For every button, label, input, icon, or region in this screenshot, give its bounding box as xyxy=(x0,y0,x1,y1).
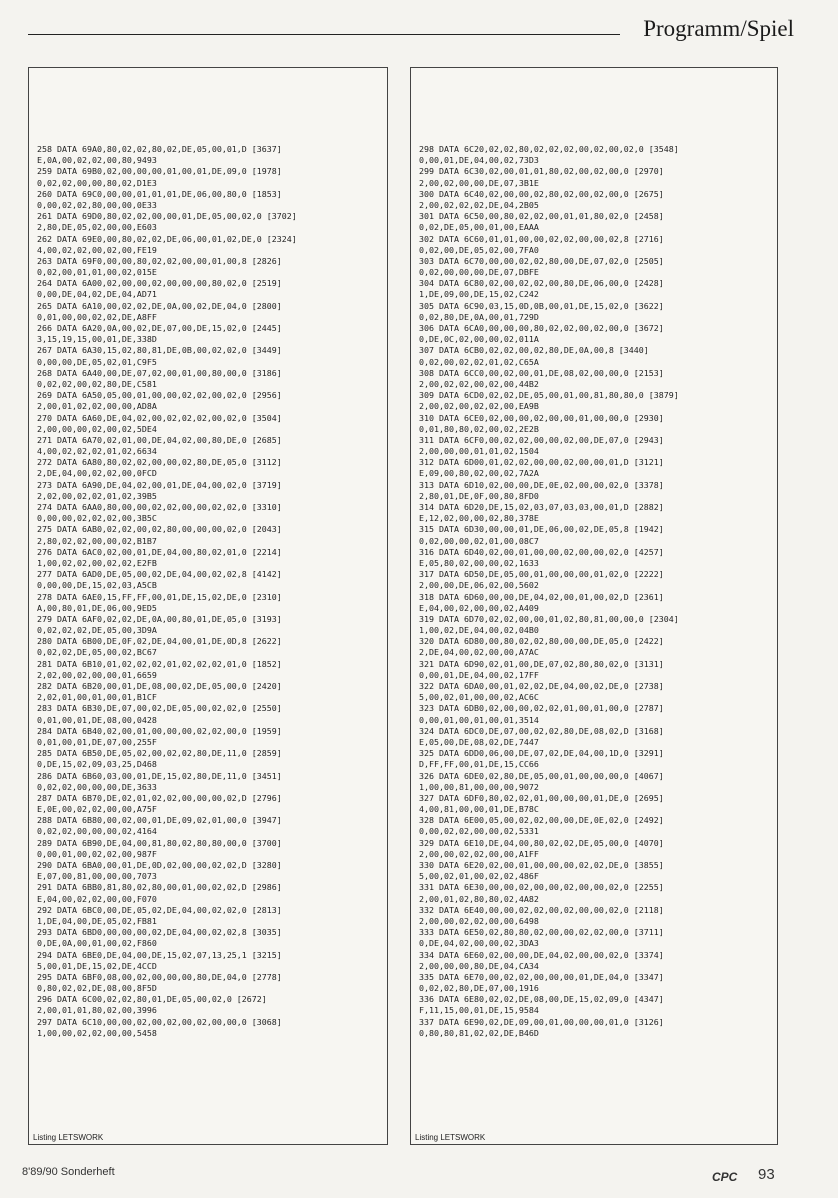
listing-line: 262 DATA 69E0,00,80,02,02,DE,06,00,01,02,DE,0 [2324] xyxy=(37,233,297,244)
listing-line: 0,00,02,02,80,00,00,0E33 xyxy=(37,199,157,210)
listing-line: 337 DATA 6E90,02,DE,09,00,01,00,00,00,01,0 [3126] xyxy=(419,1016,664,1027)
listing-line: 306 DATA 6CA0,00,00,00,80,02,02,00,02,00,0 [3672] xyxy=(419,323,664,333)
listing-line: 331 DATA 6E30,00,00,02,00,00,02,00,00,02,0 [2255] xyxy=(419,882,664,893)
listing-line: D,FF,FF,00,01,DE,15,CC66 xyxy=(419,759,539,770)
listing-line: 335 DATA 6E70,00,02,02,00,00,00,01,DE,04,0 [3347] xyxy=(419,971,664,982)
listing-line: 260 DATA 69C0,00,00,01,01,01,DE,06,00,80,0 [1853] xyxy=(37,188,282,199)
listing-line: 315 DATA 6D30,00,00,01,DE,06,00,02,DE,05,8 [1942] xyxy=(419,524,664,535)
listing-line: 320 DATA 6D80,00,80,02,02,80,00,00,DE,05,0 [2422] xyxy=(419,636,664,647)
listing-line: 263 DATA 69F0,00,00,80,02,02,00,00,01,00,8 [2826] xyxy=(37,255,282,266)
listing-line: 0,00,01,00,01,00,01,3514 xyxy=(419,714,539,725)
listing-line: 0,02,00,00,00,DE,07,DBFE xyxy=(419,267,539,278)
listing-line: 2,02,00,02,02,01,02,39B5 xyxy=(37,490,157,501)
listing-line: 2,DE,04,00,02,02,00,0FCD xyxy=(37,468,157,479)
listing-line: E,12,02,00,00,02,80,378E xyxy=(419,513,539,524)
listing-line: 0,02,00,00,02,01,00,08C7 xyxy=(419,535,539,546)
listing-line: E,0A,00,02,02,00,80,9493 xyxy=(37,155,157,166)
listing-line: A,00,80,01,DE,06,00,9ED5 xyxy=(37,602,157,613)
listing-line: 279 DATA 6AF0,02,02,DE,0A,00,80,01,DE,05,0 [3193] xyxy=(37,613,282,624)
listing-line: 333 DATA 6E50,02,80,80,02,00,00,02,02,00,0 [3711] xyxy=(419,927,664,938)
listing-line: E,05,80,02,00,00,02,1633 xyxy=(419,557,539,568)
listing-line: 2,DE,04,00,02,00,00,A7AC xyxy=(419,647,539,658)
listing-line: 0,00,01,DE,04,00,02,73D3 xyxy=(419,155,539,166)
listing-line: 272 DATA 6A80,80,02,02,00,00,02,80,DE,05,0 [3112] xyxy=(37,457,282,468)
listing-line: 2,00,01,01,80,02,00,3996 xyxy=(37,1005,157,1016)
listing-line: 305 DATA 6C90,03,15,0D,0B,00,01,DE,15,02,0 [3622] xyxy=(419,300,664,311)
listing-line: 0,02,02,00,02,80,DE,C581 xyxy=(37,378,157,389)
listing-line: 0,00,01,00,02,02,00,987F xyxy=(37,848,157,859)
listing-line: 271 DATA 6A70,02,01,00,DE,04,02,00,80,DE,0 [2685] xyxy=(37,434,282,445)
section-title: Programm/Spiel xyxy=(643,16,794,41)
listing-line: 283 DATA 6B30,DE,07,00,02,DE,05,00,02,02,0 [2550] xyxy=(37,703,282,714)
listing-line: 310 DATA 6CE0,02,00,00,02,00,00,01,00,00,0 [2930] xyxy=(419,412,664,423)
listing-line: 269 DATA 6A50,05,00,01,00,00,02,02,00,02,0 [2956] xyxy=(37,390,282,401)
listing-line: 326 DATA 6DE0,02,80,DE,05,00,01,00,00,00,0 [4067] xyxy=(419,770,664,781)
listing-line: 0,DE,15,02,09,03,25,D468 xyxy=(37,759,157,770)
listing-line: 0,80,80,81,02,02,DE,B46D xyxy=(419,1027,539,1038)
listing-line: 0,01,00,01,DE,07,00,255F xyxy=(37,736,157,747)
listing-line: 319 DATA 6D70,02,02,00,00,01,02,80,81,00,00,0 [2304] xyxy=(419,613,679,624)
listing-line: 316 DATA 6D40,02,00,01,00,00,02,00,00,02,0 [4257] xyxy=(419,546,664,557)
listing-line: 0,02,00,DE,05,02,00,7FA0 xyxy=(419,244,539,255)
listing-line: 265 DATA 6A10,00,02,02,DE,0A,00,02,DE,04,0 [2800] xyxy=(37,300,282,311)
listing-line: 2,02,01,00,01,00,01,B1CF xyxy=(37,692,157,703)
listing-line: 276 DATA 6AC0,02,00,01,DE,04,00,80,02,01,0 [2214] xyxy=(37,546,282,557)
listing-line: 334 DATA 6E60,02,00,00,DE,04,02,00,00,02,0 [3374] xyxy=(419,949,664,960)
listing-line: 2,00,02,02,02,DE,04,2B05 xyxy=(419,199,539,210)
listing-line: 258 DATA 69A0,80,02,02,80,02,DE,05,00,01,D [3637] xyxy=(37,144,282,154)
listing-line: 285 DATA 6B50,DE,05,02,00,02,02,80,DE,11,0 [2859] xyxy=(37,748,282,759)
listing-line: 0,80,02,02,DE,08,00,8F5D xyxy=(37,983,157,994)
listing-line: 0,02,02,DE,05,00,02,BC67 xyxy=(37,647,157,658)
listing-line: 328 DATA 6E00,05,00,02,02,00,00,DE,0E,02,0 [2492] xyxy=(419,815,664,826)
listing-line: 282 DATA 6B20,00,01,DE,08,00,02,DE,05,00,0 [2420] xyxy=(37,681,282,691)
listing-line: 0,00,DE,04,02,DE,04,AD71 xyxy=(37,289,157,300)
listing-line: 1,00,00,81,00,00,00,9072 xyxy=(419,781,539,792)
listing-line: 0,00,02,02,00,00,02,5331 xyxy=(419,826,539,837)
listing-line: 311 DATA 6CF0,00,02,02,00,00,02,00,DE,07,0 [2943] xyxy=(419,434,664,445)
listing-line: 0,02,02,00,00,80,02,D1E3 xyxy=(37,177,157,188)
listing-line: 0,DE,0A,00,01,00,02,F860 xyxy=(37,938,157,949)
listing-caption-right: Listing LETSWORK xyxy=(415,1133,486,1142)
listing-line: 332 DATA 6E40,00,00,02,02,00,02,00,00,02,0 [2118] xyxy=(419,904,664,915)
listing-line: 292 DATA 6BC0,00,DE,05,02,DE,04,00,02,02,0 [2813] xyxy=(37,904,282,915)
listing-frame-left xyxy=(28,67,388,1145)
listing-line: 267 DATA 6A30,15,02,80,81,DE,0B,00,02,02,0 [3449] xyxy=(37,345,282,356)
listing-line: 298 DATA 6C20,02,02,80,02,02,02,00,02,00,02,0 [3548] xyxy=(419,144,679,154)
listing-line: 2,00,00,00,80,DE,04,CA34 xyxy=(419,960,539,971)
listing-line: 2,00,00,00,01,01,02,1504 xyxy=(419,446,539,457)
listing-line: 327 DATA 6DF0,80,02,02,01,00,00,00,01,DE,0 [2695] xyxy=(419,792,664,803)
listing-line: 2,00,02,00,00,DE,07,3B1E xyxy=(419,177,539,188)
listing-line: 280 DATA 6B00,DE,0F,02,DE,04,00,01,DE,0D,8 [2622] xyxy=(37,636,282,647)
listing-line: 0,01,00,01,DE,08,00,0428 xyxy=(37,714,157,725)
listing-line: 318 DATA 6D60,00,00,DE,04,02,00,01,00,02,D [2361] xyxy=(419,591,664,602)
listing-line: E,0E,00,02,02,00,00,A75F xyxy=(37,804,157,815)
listing-line: 2,00,01,02,80,80,02,4A82 xyxy=(419,893,539,904)
listing-line: 2,00,00,02,02,00,00,A1FF xyxy=(419,848,539,859)
listing-line: 286 DATA 6B60,03,00,01,DE,15,02,80,DE,11,0 [3451] xyxy=(37,770,282,781)
listing-line: 0,02,02,00,00,00,02,4164 xyxy=(37,826,157,837)
listing-line: 5,00,02,01,00,00,02,AC6C xyxy=(419,692,539,703)
listing-line: 4,00,81,00,00,01,DE,B78C xyxy=(419,804,539,815)
listing-line: 2,00,02,02,00,02,00,44B2 xyxy=(419,378,539,389)
listing-line: 0,00,00,02,02,02,00,3B5C xyxy=(37,513,157,524)
listing-line: E,05,00,DE,08,02,DE,7447 xyxy=(419,736,539,747)
listing-line: 313 DATA 6D10,02,00,00,DE,0E,02,00,00,02,0 [3378] xyxy=(419,479,664,490)
listing-line: 323 DATA 6DB0,02,00,00,02,02,01,00,01,00,0 [2787] xyxy=(419,703,664,714)
listing-line: E,04,00,02,02,00,00,F070 xyxy=(37,893,157,904)
listing-line: 307 DATA 6CB0,02,02,00,02,80,DE,0A,00,8 [3440] xyxy=(419,345,649,356)
listing-line: 0,02,02,02,DE,05,00,3D9A xyxy=(37,625,157,636)
magazine-logo: CPC xyxy=(712,1170,738,1184)
listing-line: 309 DATA 6CD0,02,02,DE,05,00,01,00,81,80,80,0 [3879] xyxy=(419,390,679,401)
listing-line: 308 DATA 6CC0,00,02,00,01,DE,08,02,00,00,0 [2153] xyxy=(419,367,664,378)
listing-line: 0,01,80,80,02,00,02,2E2B xyxy=(419,423,539,434)
listing-line: 4,00,02,02,00,02,00,FE19 xyxy=(37,244,157,255)
listing-line: 288 DATA 6B80,00,02,00,01,DE,09,02,01,00,0 [3947] xyxy=(37,815,282,826)
listing-line: E,07,00,81,00,00,00,7073 xyxy=(37,871,157,882)
listing-lines-right xyxy=(419,144,771,1039)
listing-line: 2,00,00,DE,06,02,00,5602 xyxy=(419,580,539,591)
issue-footer: 8'89/90 Sonderheft xyxy=(22,1166,115,1178)
listing-line: 268 DATA 6A40,00,DE,07,02,00,01,00,80,00,0 [3186] xyxy=(37,367,282,378)
listing-line: 264 DATA 6A00,02,00,00,02,00,00,00,80,02,0 [2519] xyxy=(37,278,282,289)
listing-line: 0,02,80,DE,0A,00,01,729D xyxy=(419,311,539,322)
listing-line: 275 DATA 6AB0,02,02,00,02,80,00,00,00,02,0 [2043] xyxy=(37,524,282,535)
listing-line: 2,00,00,02,02,00,00,6498 xyxy=(419,915,539,926)
listing-line: 274 DATA 6AA0,80,00,00,02,02,00,00,02,02,0 [3310] xyxy=(37,502,282,512)
listing-line: 290 DATA 6BA0,00,01,DE,0D,02,00,00,02,02,D [3280] xyxy=(37,860,282,870)
listing-line: 324 DATA 6DC0,DE,07,00,02,02,80,DE,08,02,D [3168] xyxy=(419,725,664,736)
listing-line: 2,00,00,00,02,00,02,5DE4 xyxy=(37,423,157,434)
listing-line: 0,02,02,00,00,00,DE,3633 xyxy=(37,781,157,792)
listing-line: 291 DATA 6BB0,81,80,02,80,00,01,00,02,02,D [2986] xyxy=(37,882,282,893)
listing-line: 0,02,DE,05,00,01,00,EAAA xyxy=(419,222,539,233)
listing-line: 0,02,00,01,01,00,02,015E xyxy=(37,267,157,278)
listing-line: 1,00,02,DE,04,00,02,04B0 xyxy=(419,625,539,636)
listing-line: 281 DATA 6B10,01,02,02,02,01,02,02,02,01,0 [1852] xyxy=(37,658,282,669)
listing-line: 293 DATA 6BD0,00,00,00,02,DE,04,00,02,02,8 [3035] xyxy=(37,927,282,938)
listing-line: 2,80,02,02,00,00,02,B1B7 xyxy=(37,535,157,546)
listing-line: 0,00,00,DE,15,02,03,A5CB xyxy=(37,580,157,591)
page-number: 93 xyxy=(758,1166,775,1183)
listing-line: 317 DATA 6D50,DE,05,00,01,00,00,00,01,02,0 [2222] xyxy=(419,569,664,580)
listing-line: 5,00,02,01,00,02,02,486F xyxy=(419,871,539,882)
listing-line: 4,00,02,02,02,01,02,6634 xyxy=(37,446,157,457)
listing-line: 2,80,DE,05,02,00,00,E603 xyxy=(37,222,157,233)
listing-line: 299 DATA 6C30,02,00,01,01,80,02,00,02,00,0 [2970] xyxy=(419,166,664,177)
listing-line: 312 DATA 6D00,01,02,02,00,00,02,00,00,01,D [3121] xyxy=(419,457,664,468)
listing-line: 259 DATA 69B0,02,00,00,00,01,00,01,DE,09,0 [1978] xyxy=(37,166,282,177)
listing-line: 270 DATA 6A60,DE,04,02,00,02,02,02,00,02,0 [3504] xyxy=(37,412,282,423)
listing-line: 0,00,01,DE,04,00,02,17FF xyxy=(419,669,539,680)
listing-line: 0,01,00,00,02,02,DE,A8FF xyxy=(37,311,157,322)
listing-line: E,04,00,02,00,00,02,A409 xyxy=(419,602,539,613)
listing-line: 336 DATA 6E80,02,02,DE,08,00,DE,15,02,09,0 [4347] xyxy=(419,994,664,1005)
listing-line: 303 DATA 6C70,00,00,02,02,80,00,DE,07,02,0 [2505] xyxy=(419,255,664,266)
listing-line: 2,00,02,00,02,02,00,EA9B xyxy=(419,401,539,412)
listing-caption-left: Listing LETSWORK xyxy=(33,1133,104,1142)
listing-line: 2,00,01,02,02,00,00,AD8A xyxy=(37,401,157,412)
listing-line: 294 DATA 6BE0,DE,04,00,DE,15,02,07,13,25,1 [3215] xyxy=(37,949,282,960)
listing-line: E,09,00,80,02,00,02,7A2A xyxy=(419,468,539,479)
listing-line: 0,DE,04,02,00,00,02,3DA3 xyxy=(419,938,539,949)
listing-line: 302 DATA 6C60,01,01,00,00,02,02,00,00,02,8 [2716] xyxy=(419,233,664,244)
listing-line: 296 DATA 6C00,02,02,80,01,DE,05,00,02,0 [2672] xyxy=(37,994,267,1005)
listing-line: 314 DATA 6D20,DE,15,02,03,07,03,03,00,01,D [2882] xyxy=(419,502,664,512)
header-rule xyxy=(28,34,620,35)
listing-frame-right xyxy=(410,67,778,1145)
listing-line: 0,02,02,80,DE,07,00,1916 xyxy=(419,983,539,994)
listing-line: 261 DATA 69D0,80,02,02,00,00,01,DE,05,00,02,0 [3702] xyxy=(37,211,297,222)
listing-line: F,11,15,00,01,DE,15,9584 xyxy=(419,1005,539,1016)
listing-line: 300 DATA 6C40,02,00,00,02,80,02,00,02,00,0 [2675] xyxy=(419,188,664,199)
listing-lines-left xyxy=(37,144,381,1039)
listing-line: 0,DE,0C,02,00,00,02,011A xyxy=(419,334,539,345)
listing-line: 289 DATA 6B90,DE,04,00,81,80,02,80,80,00,0 [3700] xyxy=(37,837,282,848)
listing-line: 1,00,00,02,02,00,00,5458 xyxy=(37,1027,157,1038)
listing-line: 295 DATA 6BF0,08,00,02,00,00,00,80,DE,04,0 [2778] xyxy=(37,971,282,982)
listing-line: 287 DATA 6B70,DE,02,01,02,02,00,00,00,02,D [2796] xyxy=(37,792,282,803)
listing-line: 5,00,01,DE,15,02,DE,4CCD xyxy=(37,960,157,971)
listing-line: 273 DATA 6A90,DE,04,02,00,01,DE,04,00,02,0 [3719] xyxy=(37,479,282,490)
listing-line: 329 DATA 6E10,DE,04,00,80,02,02,DE,05,00,0 [4070] xyxy=(419,837,664,848)
listing-line: 1,DE,04,00,DE,05,02,FB81 xyxy=(37,915,157,926)
listing-line: 330 DATA 6E20,02,00,01,00,00,00,02,02,DE,0 [3855] xyxy=(419,860,664,870)
listing-line: 2,02,00,02,00,00,01,6659 xyxy=(37,669,157,680)
listing-line: 266 DATA 6A20,0A,00,02,DE,07,00,DE,15,02,0 [2445] xyxy=(37,323,282,333)
listing-line: 304 DATA 6C80,02,00,02,02,00,80,DE,06,00,0 [2428] xyxy=(419,278,664,289)
listing-line: 1,00,02,02,00,02,02,E2FB xyxy=(37,557,157,568)
listing-line: 297 DATA 6C10,00,00,02,00,02,00,02,00,00,0 [3068] xyxy=(37,1016,282,1027)
listing-line: 278 DATA 6AE0,15,FF,FF,00,01,DE,15,02,DE,0 [2310] xyxy=(37,591,282,602)
listing-line: 322 DATA 6DA0,00,01,02,02,DE,04,00,02,DE,0 [2738] xyxy=(419,681,664,691)
listing-line: 1,DE,09,00,DE,15,02,C242 xyxy=(419,289,539,300)
listing-line: 301 DATA 6C50,00,80,02,02,00,01,01,80,02,0 [2458] xyxy=(419,211,664,222)
listing-line: 277 DATA 6AD0,DE,05,00,02,DE,04,00,02,02,8 [4142] xyxy=(37,569,282,580)
listing-line: 0,00,00,DE,05,02,01,C9F5 xyxy=(37,356,157,367)
listing-line: 284 DATA 6B40,02,00,01,00,00,00,02,02,00,0 [1959] xyxy=(37,725,282,736)
listing-line: 3,15,19,15,00,01,DE,338D xyxy=(37,334,157,345)
listing-line: 2,80,01,DE,0F,00,80,8FD0 xyxy=(419,490,539,501)
listing-line: 0,02,00,02,02,01,02,C65A xyxy=(419,356,539,367)
listing-line: 325 DATA 6DD0,06,00,DE,07,02,DE,04,00,1D,0 [3291] xyxy=(419,748,664,759)
listing-line: 321 DATA 6D90,02,01,00,DE,07,02,80,80,02,0 [3131] xyxy=(419,658,664,669)
